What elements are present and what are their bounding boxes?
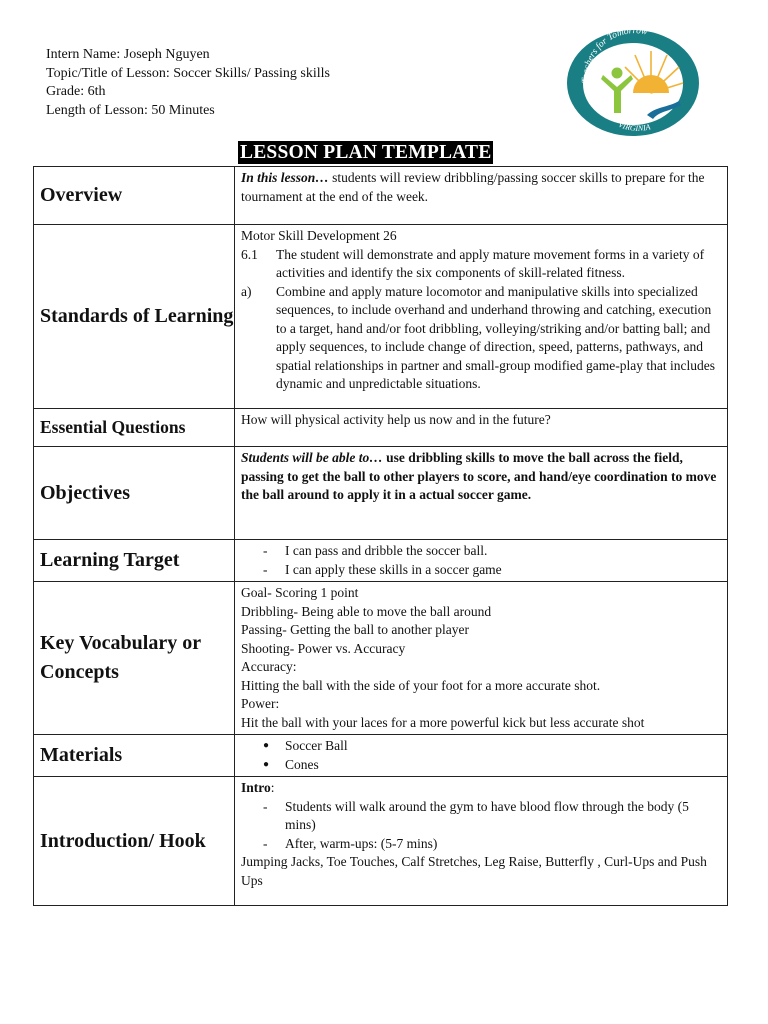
logo-arc-text: Teachers for Tomorrow [581,27,649,84]
intro-heading [241,779,721,798]
vocabulary-content [235,582,728,735]
introduction-row [34,777,728,906]
introduction-label: Introduction/ Hook [34,777,235,906]
grade: Grade: 6th [46,84,106,99]
lesson-header [46,46,330,120]
sol-sub-a [241,283,721,394]
overview-text: students will review dribbling/passing soccer skills to prepare for the tournament at the end of the week. [241,170,705,204]
sol-6-1 [241,246,721,283]
learning-target-item: - I can pass and dribble the soccer ball. [263,542,721,561]
learning-target-item: - I can apply these skills in a soccer game [263,561,721,580]
intro-label: Intro [241,780,271,795]
materials-label: Materials [34,735,235,777]
intro-item: - After, warm-ups: (5-7 mins) [263,835,721,854]
objectives-row [34,447,728,540]
materials-item: ● Cones [263,756,721,775]
vocabulary-line: Dribbling- Being able to move the ball around [241,603,492,619]
objectives-lead: Students will be able to… [241,450,383,465]
materials-row [34,735,728,777]
learning-target-label: Learning Target [34,540,235,582]
standards-line1: Motor Skill Development 26 [241,228,397,243]
essential-questions-label: Essential Questions [34,409,235,447]
overview-label: Overview [34,167,235,225]
sol-sub-text: Combine and apply mature locomotor and manipulative skills into specialized sequences, to include overhand and underhand throwing and catching, execution to a target, hand and/or foot dribbling, volleying/striking and/or batting ball; and apply sequences, to include change of direction, speed, patterns, pathways, and spatial relationships in partner and small-group modified game-play that includes dynamic and unpredictable situations. [276,283,716,391]
vocabulary-line: Accuracy: [241,659,297,674]
page-title: LESSON PLAN TEMPLATE [240,142,492,163]
lesson-plan-table [33,166,728,906]
overview-row [34,167,728,225]
essential-questions-content: How will physical activity help us now and in the future? [235,409,728,447]
overview-content [235,167,728,225]
teachers-for-tomorrow-logo [563,27,701,139]
intern-name: Intern Name: Joseph Nguyen [46,47,210,62]
learning-target-row [34,540,728,582]
standards-content [235,225,728,409]
materials-content [235,735,728,777]
objectives-text: use dribbling skills to move the ball across the field, passing to get the ball to other players to score, and hand/eye coordination to move the ball around to apply it in a actual soccer game. [241,450,717,502]
lesson-topic: Topic/Title of Lesson: Soccer Skills/ Passing skills [46,65,330,81]
intro-item: - Students will walk around the gym to have blood flow through the body (5 mins) [263,798,721,835]
vocabulary-line: Hitting the ball with the side of your foot for a more accurate shot. [241,677,601,693]
vocabulary-line: Hit the ball with your laces for a more powerful kick but less accurate shot [241,714,645,730]
sol-number: 6.1 [241,246,258,262]
introduction-content [235,777,728,906]
intro-colon: : [270,780,275,795]
vocabulary-line: Shooting- Power vs. Accuracy [241,640,406,656]
sol-sub-letter: a) [241,283,252,299]
intro-tail: Jumping Jacks, Toe Touches, Calf Stretches, Leg Raise, Butterfly , Curl-Ups and Push Ups [241,854,707,888]
vocabulary-line: Passing- Getting the ball to another player [241,622,469,637]
standards-label: Standards of Learning [34,225,235,409]
sol-text: The student will demonstrate and apply mature movement forms in a variety of activities and identify the six components of skill-related fitness. [276,246,705,280]
vocabulary-label: Key Vocabulary or Concepts [34,582,235,735]
objectives-label: Objectives [34,447,235,540]
vocabulary-line: Goal- Scoring 1 point [241,585,359,600]
learning-target-content [235,540,728,582]
overview-lead: In this lesson… [241,170,329,185]
objectives-content [235,447,728,540]
logo-state-text: VIRGINIA [616,119,652,133]
vocabulary-row [34,582,728,735]
vocabulary-line: Power: [241,696,280,711]
standards-row [34,225,728,409]
materials-item: ● Soccer Ball [263,737,721,756]
lesson-length: Length of Lesson: 50 Minutes [46,102,215,118]
essential-questions-row [34,409,728,447]
